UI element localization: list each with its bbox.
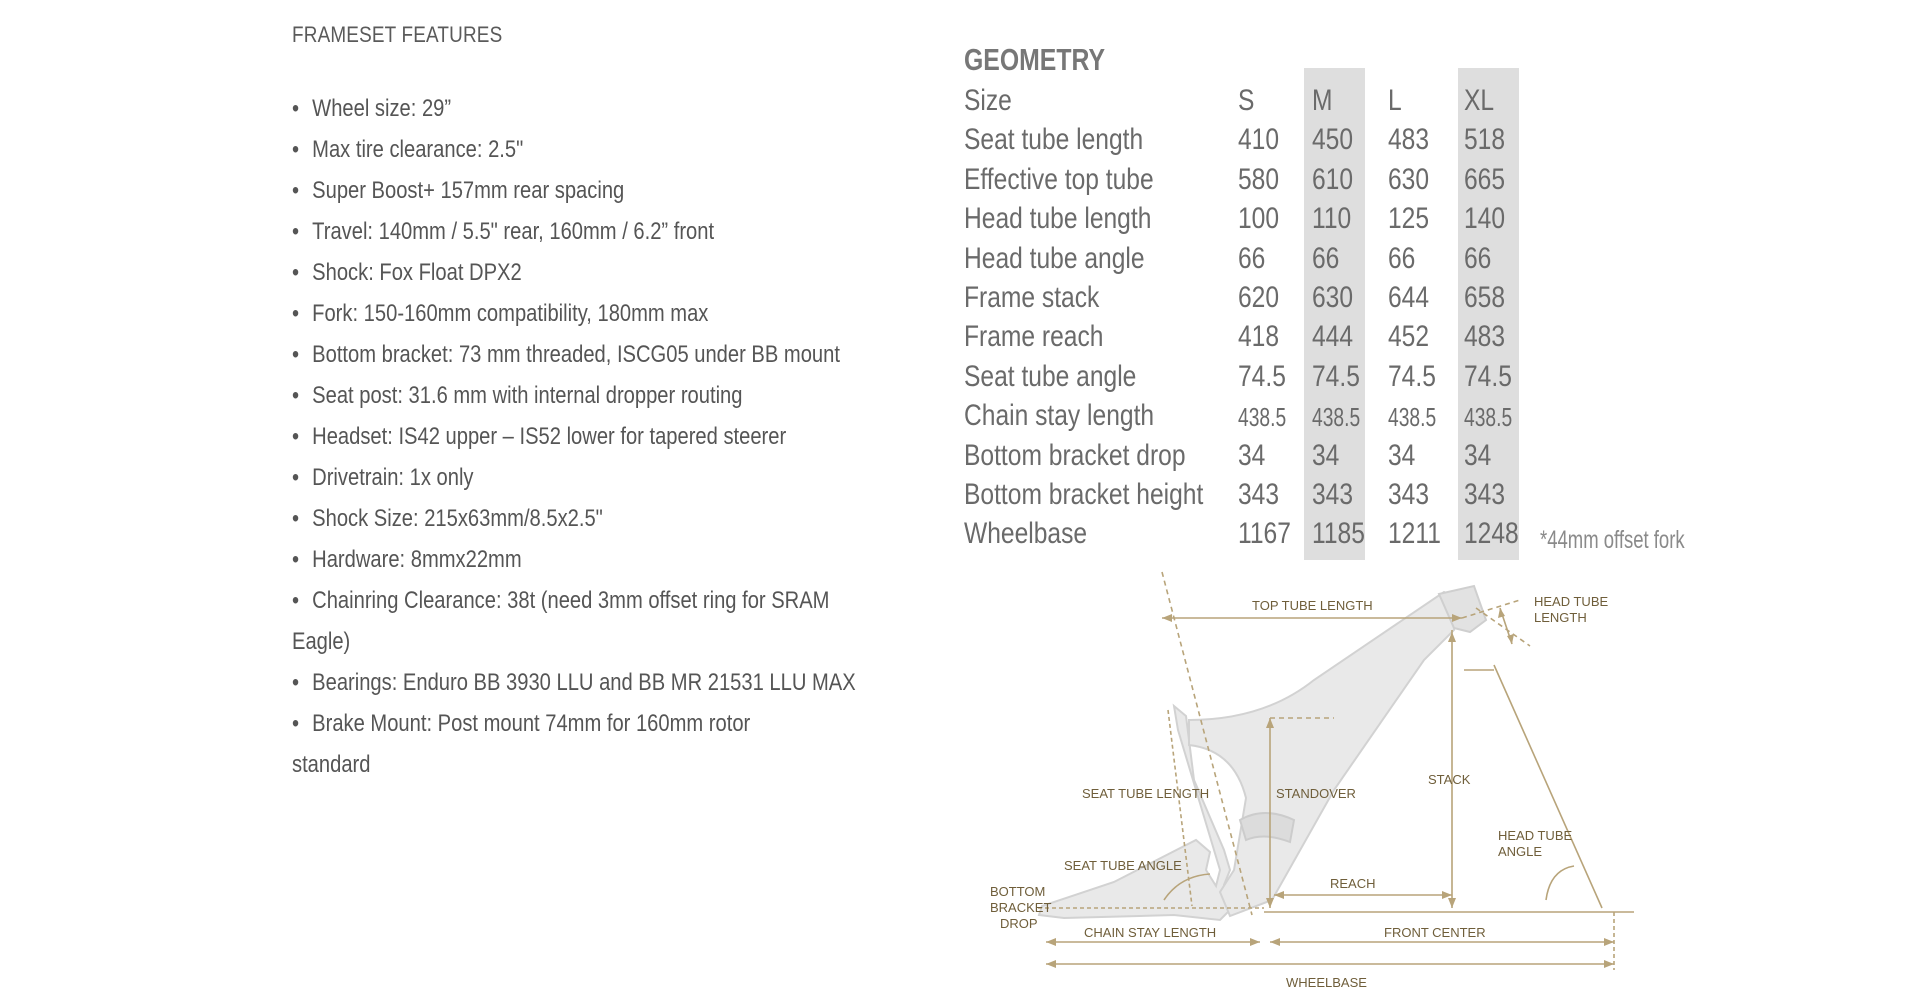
- feature-text: Bearings: Enduro BB 3930 LLU and BB MR 21531 LLU MAX: [312, 669, 856, 696]
- value-s: 100: [1238, 202, 1280, 236]
- value-m: M: [1312, 84, 1333, 117]
- geometry-row: [964, 360, 1604, 399]
- feature-item: [292, 88, 897, 129]
- feature-item: [292, 498, 897, 539]
- feature-item: [292, 539, 897, 580]
- value-l: 34: [1388, 438, 1416, 472]
- value-m: 66: [1312, 241, 1340, 275]
- bullet-icon: •: [292, 505, 300, 532]
- label-head-tube-angle-2: ANGLE: [1498, 844, 1543, 859]
- value-s: 74.5: [1238, 359, 1286, 393]
- value-s: 66: [1238, 241, 1266, 275]
- value-m: 630: [1312, 281, 1354, 314]
- feature-item: [292, 621, 897, 662]
- feature-item: [292, 129, 897, 170]
- row-label: Seat tube angle: [964, 359, 1137, 393]
- geometry-row: [964, 478, 1604, 517]
- bullet-icon: •: [292, 341, 300, 368]
- value-m: 610: [1312, 162, 1354, 196]
- value-l: 125: [1388, 202, 1430, 236]
- value-xl: 74.5: [1464, 359, 1512, 393]
- feature-text: Super Boost+ 157mm rear spacing: [312, 177, 625, 204]
- value-s: S: [1238, 84, 1255, 117]
- feature-item: [292, 416, 897, 457]
- label-bb-drop-2: BRACKET: [990, 900, 1052, 915]
- value-m: 450: [1312, 123, 1354, 157]
- geometry-row: [964, 281, 1604, 320]
- offset-fork-note: *44mm offset fork: [1540, 526, 1685, 554]
- value-s: 1167: [1238, 517, 1291, 551]
- features-title: FRAMESET FEATURES: [292, 22, 503, 47]
- value-l: 343: [1388, 478, 1430, 511]
- value-s: 620: [1238, 281, 1280, 314]
- value-s: 418: [1238, 320, 1280, 354]
- feature-item: [292, 170, 897, 211]
- geometry-table: [964, 36, 1744, 576]
- value-xl: 518: [1464, 123, 1506, 157]
- row-label: Chain stay length: [964, 399, 1155, 433]
- value-s: 343: [1238, 478, 1280, 511]
- features-list: [292, 88, 912, 785]
- bullet-icon: •: [292, 382, 300, 409]
- value-m: 1185: [1312, 517, 1365, 551]
- value-l: 438.5: [1388, 402, 1437, 433]
- feature-text: Fork: 150-160mm compatibility, 180mm max: [312, 300, 709, 327]
- feature-text: standard: [292, 751, 371, 778]
- label-wheelbase: WHEELBASE: [1286, 975, 1367, 990]
- feature-text: Chainring Clearance: 38t (need 3mm offset ring for SRAM: [312, 587, 830, 614]
- label-head-tube-length-1: HEAD TUBE: [1534, 594, 1609, 609]
- value-m: 74.5: [1312, 359, 1360, 393]
- bullet-icon: •: [292, 136, 300, 163]
- bullet-icon: •: [292, 218, 300, 245]
- value-m: 343: [1312, 478, 1354, 511]
- feature-text: Max tire clearance: 2.5": [312, 136, 524, 163]
- geometry-row: [964, 123, 1604, 162]
- feature-text: Headset: IS42 upper – IS52 lower for tapered steerer: [312, 423, 787, 450]
- feature-item: [292, 375, 897, 416]
- value-s: 580: [1238, 162, 1280, 196]
- bullet-icon: •: [292, 669, 300, 696]
- label-front-center: FRONT CENTER: [1384, 925, 1486, 940]
- value-xl: 483: [1464, 320, 1506, 354]
- geometry-row: [964, 163, 1604, 202]
- row-label: Wheelbase: [964, 517, 1088, 551]
- label-head-tube-length-2: LENGTH: [1534, 610, 1587, 625]
- feature-text: Eagle): [292, 628, 351, 655]
- label-bb-drop-1: BOTTOM: [990, 884, 1046, 899]
- feature-item: [292, 703, 897, 744]
- label-chain-stay-length: CHAIN STAY LENGTH: [1084, 925, 1217, 940]
- geometry-row: [964, 242, 1604, 281]
- feature-text: Brake Mount: Post mount 74mm for 160mm rotor: [312, 710, 751, 737]
- label-standover: STANDOVER: [1276, 786, 1356, 801]
- geometry-row: [964, 399, 1604, 438]
- label-seat-tube-length: SEAT TUBE LENGTH: [1082, 786, 1210, 801]
- row-label: Frame reach: [964, 320, 1104, 354]
- value-xl: 658: [1464, 281, 1506, 314]
- head-angle-line: [1494, 665, 1602, 908]
- label-reach: REACH: [1330, 876, 1376, 891]
- feature-text: Wheel size: 29”: [312, 95, 452, 122]
- geometry-diagram: [934, 570, 1734, 1000]
- geometry-row: [964, 439, 1604, 478]
- geometry-row: [964, 202, 1604, 241]
- value-xl: 140: [1464, 202, 1506, 236]
- bullet-icon: •: [292, 259, 300, 286]
- value-xl: 1248: [1464, 517, 1519, 551]
- value-l: 483: [1388, 123, 1430, 157]
- value-l: 1211: [1388, 517, 1441, 551]
- label-seat-tube-angle: SEAT TUBE ANGLE: [1064, 858, 1182, 873]
- row-label: Head tube angle: [964, 241, 1145, 275]
- value-xl: 66: [1464, 241, 1492, 275]
- bullet-icon: •: [292, 464, 300, 491]
- value-s: 438.5: [1238, 402, 1287, 433]
- bullet-icon: •: [292, 95, 300, 122]
- row-label: Seat tube length: [964, 123, 1144, 157]
- feature-item: [292, 293, 897, 334]
- value-s: 410: [1238, 123, 1280, 157]
- value-xl: XL: [1464, 84, 1495, 117]
- geometry-row: [964, 517, 1604, 556]
- row-label: Effective top tube: [964, 162, 1154, 196]
- feature-item: [292, 211, 897, 252]
- value-l: 74.5: [1388, 359, 1436, 393]
- feature-text: Shock: Fox Float DPX2: [312, 259, 522, 286]
- row-label: Frame stack: [964, 281, 1100, 314]
- bullet-icon: •: [292, 587, 300, 614]
- value-l: 66: [1388, 241, 1416, 275]
- value-xl: 665: [1464, 162, 1506, 196]
- row-label: Bottom bracket height: [964, 478, 1204, 511]
- value-l: 630: [1388, 162, 1430, 196]
- feature-text: Seat post: 31.6 mm with internal dropper routing: [312, 382, 743, 409]
- row-label: Head tube length: [964, 202, 1152, 236]
- feature-text: Shock Size: 215x63mm/8.5x2.5": [312, 505, 603, 532]
- label-stack: STACK: [1428, 772, 1471, 787]
- feature-text: Hardware: 8mmx22mm: [312, 546, 522, 573]
- feature-item: [292, 252, 897, 293]
- label-head-tube-angle-1: HEAD TUBE: [1498, 828, 1573, 843]
- value-xl: 438.5: [1464, 402, 1513, 433]
- value-m: 438.5: [1312, 402, 1361, 433]
- geometry-title: GEOMETRY: [964, 42, 1106, 77]
- bullet-icon: •: [292, 423, 300, 450]
- feature-item: [292, 334, 897, 375]
- value-m: 110: [1312, 202, 1352, 236]
- value-l: 452: [1388, 320, 1430, 354]
- feature-item: [292, 744, 897, 785]
- feature-item: [292, 580, 897, 621]
- feature-text: Bottom bracket: 73 mm threaded, ISCG05 under BB mount: [312, 341, 840, 368]
- bullet-icon: •: [292, 300, 300, 327]
- geometry-row: [964, 320, 1604, 359]
- bullet-icon: •: [292, 546, 300, 573]
- size-header-row: [964, 84, 1604, 123]
- row-label: Size: [964, 84, 1012, 117]
- value-xl: 343: [1464, 478, 1506, 511]
- value-m: 444: [1312, 320, 1354, 354]
- value-l: 644: [1388, 281, 1430, 314]
- head-angle-arc: [1546, 866, 1574, 900]
- label-top-tube-length: TOP TUBE LENGTH: [1252, 598, 1373, 613]
- feature-text: Drivetrain: 1x only: [312, 464, 474, 491]
- value-s: 34: [1238, 438, 1266, 472]
- value-xl: 34: [1464, 438, 1492, 472]
- feature-item: [292, 662, 897, 703]
- bullet-icon: •: [292, 710, 300, 737]
- value-m: 34: [1312, 438, 1340, 472]
- value-l: L: [1388, 84, 1402, 117]
- row-label: Bottom bracket drop: [964, 438, 1186, 472]
- feature-item: [292, 457, 897, 498]
- bullet-icon: •: [292, 177, 300, 204]
- feature-text: Travel: 140mm / 5.5" rear, 160mm / 6.2” front: [312, 218, 715, 245]
- label-bb-drop-3: DROP: [1000, 916, 1038, 931]
